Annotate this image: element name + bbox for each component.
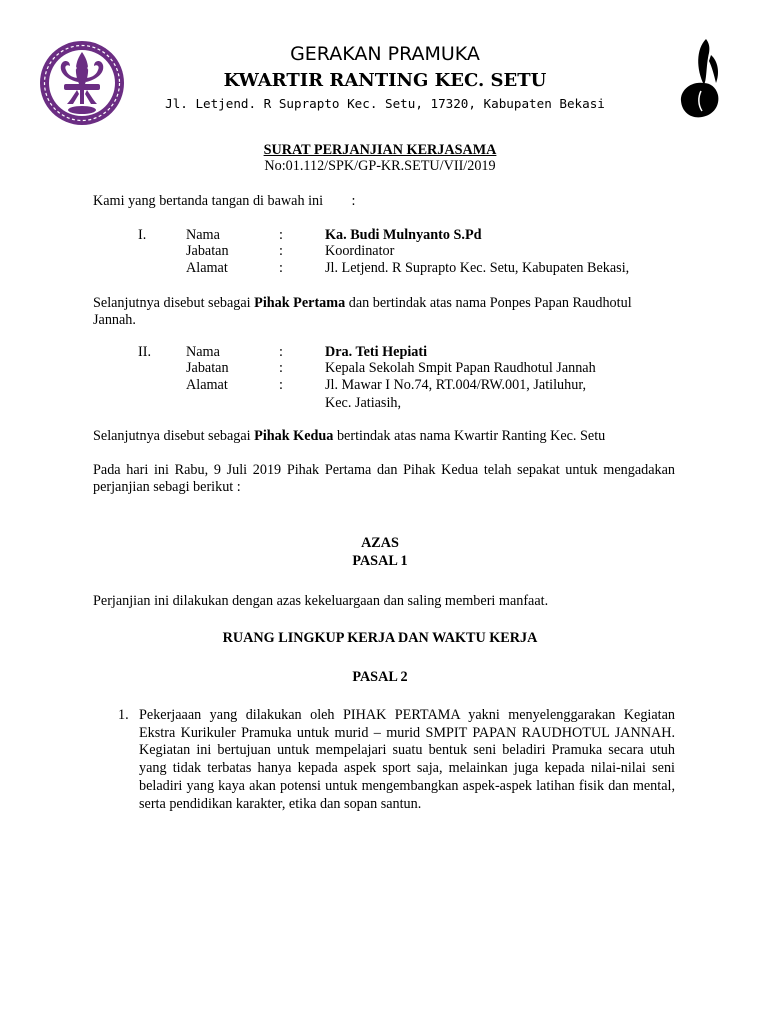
section1-text: Perjanjian ini dilakukan dengan azas kekeluargaan dan saling memberi manfaat. — [93, 593, 549, 609]
section1-heading: AZAS — [361, 535, 399, 551]
tunas-kelapa-logo — [676, 35, 726, 125]
section2-heading: RUANG LINGKUP KERJA DAN WAKTU KERJA — [222, 630, 538, 646]
party1-numeral: I. — [138, 227, 147, 243]
party1-address-value: Jl. Letjend. R Suprapto Kec. Setu, Kabupaten Bekasi, — [325, 260, 630, 276]
party1-name-colon: : — [279, 227, 283, 243]
list-item-text: Pekerjaaan yang dilakukan oleh PIHAK PERTAMA yakni menyelenggarakan Kegiatan Ekstra Kurikuler Pramuka untuk murid – murid SMPIT PAPAN RAUDHOTUL JANNAH. Kegiatan ini bertujuan untuk mempelajari suatu bentuk seni beladiri Pramuka secara utuh yang tidak terbatas hanya kepada aspek sport saja, melainkan juga kepada nilai-nilai seni beladiri yang kaya akan potensi untuk mengembangkan aspek-aspek latihan fisik dan mental, serta pendidikan karakter, etika dan sopan santun. — [139, 707, 675, 812]
party2-name-colon: : — [279, 344, 283, 360]
party1-address-colon: : — [279, 260, 283, 276]
list-item-number: 1. — [118, 707, 129, 723]
party1-statement-post: dan bertindak atas nama Ponpes Papan Raudhotul Jannah. — [93, 295, 636, 328]
party1-statement-bold: Pihak Pertama — [254, 295, 346, 311]
party2-address-continuation: Kec. Jatiasih, — [325, 395, 402, 411]
party2-statement-post: bertindak atas nama Kwartir Ranting Kec. Setu — [333, 428, 606, 444]
document-number: No:01.112/SPK/GP-KR.SETU/VII/2019 — [264, 158, 496, 174]
party2-name-label: Nama — [186, 344, 220, 360]
party1-statement-pre: Selanjutnya disebut sebagai — [93, 295, 255, 311]
party2-position-label: Jabatan — [186, 360, 229, 376]
party2-statement-pre: Selanjutnya disebut sebagai — [93, 428, 255, 444]
party1-position-value: Koordinator — [325, 243, 395, 259]
party2-address-value: Jl. Mawar I No.74, RT.004/RW.001, Jatiluhur, — [325, 377, 587, 393]
party2-position-colon: : — [279, 360, 283, 376]
party1-address-label: Alamat — [186, 260, 228, 276]
org-name: GERAKAN PRAMUKA — [290, 43, 480, 65]
party2-address-colon: : — [279, 377, 283, 393]
party1-position-label: Jabatan — [186, 243, 229, 259]
party2-statement-bold: Pihak Kedua — [254, 428, 334, 444]
party1-name-value: Ka. Budi Mulnyanto S.Pd — [325, 227, 482, 243]
kwartir-address: Jl. Letjend. R Suprapto Kec. Setu, 17320, Kabupaten Bekasi — [165, 96, 605, 111]
party2-address-label: Alamat — [186, 377, 228, 393]
intro-line: Kami yang bertanda tangan di bawah ini : — [93, 193, 356, 209]
party2-numeral: II. — [138, 344, 151, 360]
party2-statement — [93, 428, 605, 445]
party2-name-value: Dra. Teti Hepiati — [325, 344, 428, 360]
section1-pasal: PASAL 1 — [352, 553, 408, 569]
kwartir-name: KWARTIR RANTING KEC. SETU — [223, 70, 547, 91]
party2-position-value: Kepala Sekolah Smpit Papan Raudhotul Jannah — [325, 360, 596, 376]
party1-statement — [93, 295, 678, 329]
wosm-emblem-logo — [37, 38, 127, 128]
party1-name-label: Nama — [186, 227, 220, 243]
party1-position-colon: : — [279, 243, 283, 259]
document-title: SURAT PERJANJIAN KERJASAMA — [263, 142, 497, 158]
section2-pasal: PASAL 2 — [352, 669, 408, 685]
agreement-paragraph: Pada hari ini Rabu, 9 Juli 2019 Pihak Pertama dan Pihak Kedua telah sepakat untuk mengadakan perjanjian sebagi berikut : — [93, 462, 675, 495]
